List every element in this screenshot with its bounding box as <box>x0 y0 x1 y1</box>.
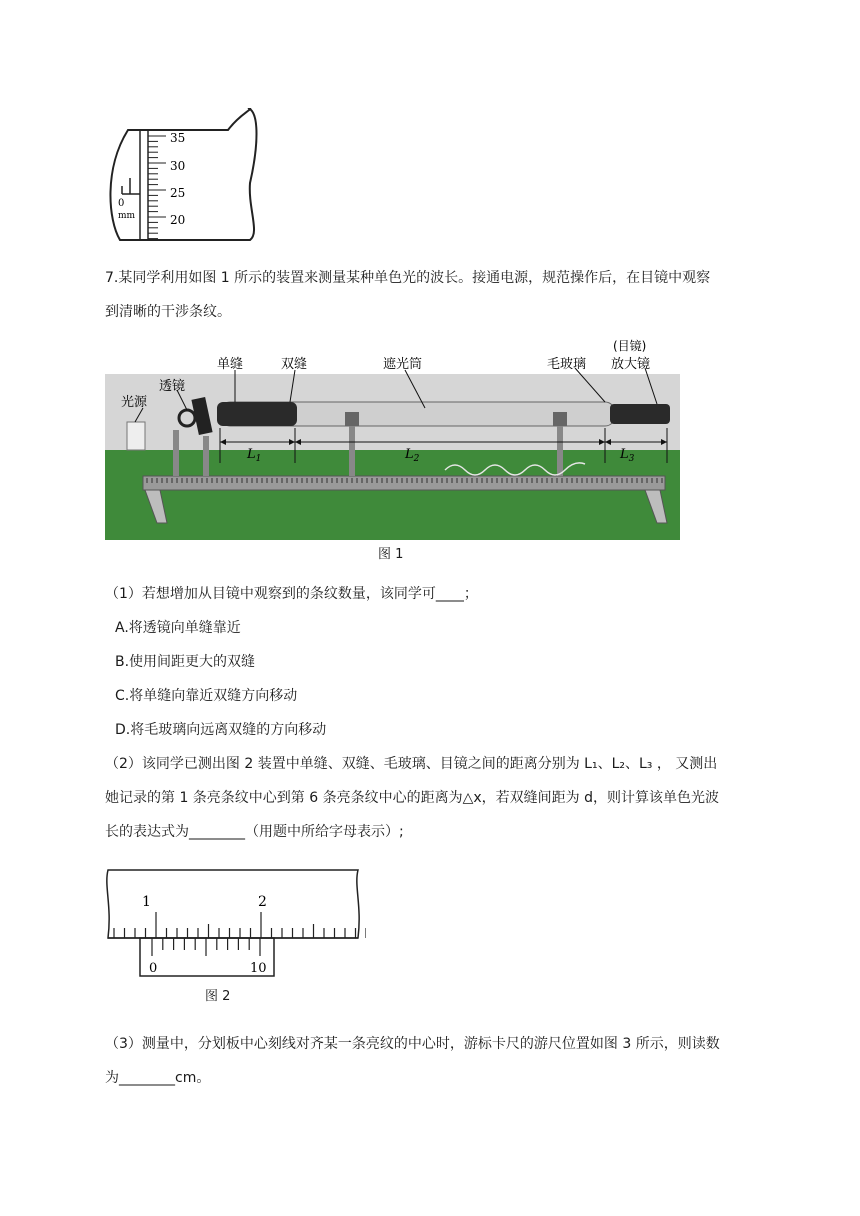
part3-line2: 为________cm。 <box>105 1070 211 1086</box>
label-ground-glass: 毛玻璃 <box>547 357 587 372</box>
apparatus-green-table <box>105 450 680 540</box>
part1-stem: （1）若想增加从目镜中观察到的条纹数量，该同学可____； <box>105 586 478 602</box>
micrometer-figure <box>100 108 270 243</box>
mic-label-25: 25 <box>170 186 186 200</box>
part1-option-d: D.将毛玻璃向远离双缝的方向移动 <box>115 722 327 738</box>
figure1-caption: 图 1 <box>378 547 404 562</box>
vernier-label-10: 10 <box>250 961 267 976</box>
part2-line2: 她记录的第 1 条亮条纹中心到第 6 条亮条纹中心的距离为△x，若双缝间距为 d，则计算该单色光波 <box>105 790 720 806</box>
mic-unit-label: mm <box>118 211 136 221</box>
part1-option-c: C.将单缝向靠近双缝方向移动 <box>115 688 298 704</box>
part1-option-b: B.使用间距更大的双缝 <box>115 654 256 670</box>
vernier-label-0: 0 <box>149 961 158 976</box>
label-light-source: 光源 <box>121 395 148 410</box>
question-intro-line2: 到清晰的干涉条纹。 <box>105 304 231 320</box>
figure1-apparatus <box>105 338 680 540</box>
question-intro-line1: 7.某同学利用如图 1 所示的装置来测量某种单色光的波长。接通电源，规范操作后，在目镜中观察 <box>105 270 711 286</box>
mic-zero-label: 0 <box>118 198 125 209</box>
part1-option-a: A.将透镜向单缝靠近 <box>115 620 241 636</box>
label-light-tube: 遮光筒 <box>383 357 423 372</box>
mic-label-30: 30 <box>170 159 186 173</box>
label-double-slit: 双缝 <box>281 357 308 372</box>
eyepiece-body <box>610 404 670 424</box>
light-source <box>127 422 145 450</box>
main-label-2: 2 <box>258 894 267 910</box>
part3-line1: （3）测量中，分划板中心刻线对齐某一条亮纹的中心时，游标卡尺的游尺位置如图 3 所示，则读数 <box>105 1036 720 1052</box>
label-magnifier: 放大镜 <box>611 357 651 372</box>
label-eyepiece: (目镜) <box>613 339 647 353</box>
dim-L1: $L_1$ <box>247 447 262 464</box>
slit-holder <box>217 402 297 426</box>
mic-label-35: 35 <box>170 131 186 145</box>
dim-L3: $L_3$ <box>620 447 635 464</box>
figure2-vernier <box>104 866 366 982</box>
part2-line3: 长的表达式为________（用题中所给字母表示）; <box>105 824 404 840</box>
label-lens: 透镜 <box>159 379 186 394</box>
label-single-slit: 单缝 <box>217 357 244 372</box>
figure2-caption: 图 2 <box>205 989 231 1004</box>
part2-line1: （2）该同学已测出图 2 装置中单缝、双缝、毛玻璃、目镜之间的距离分别为 L₁、L₂、L₃ ， 又测出 <box>105 756 718 772</box>
main-label-1: 1 <box>142 894 151 910</box>
dim-L2: $L_2$ <box>405 447 420 464</box>
mic-label-20: 20 <box>170 213 186 227</box>
